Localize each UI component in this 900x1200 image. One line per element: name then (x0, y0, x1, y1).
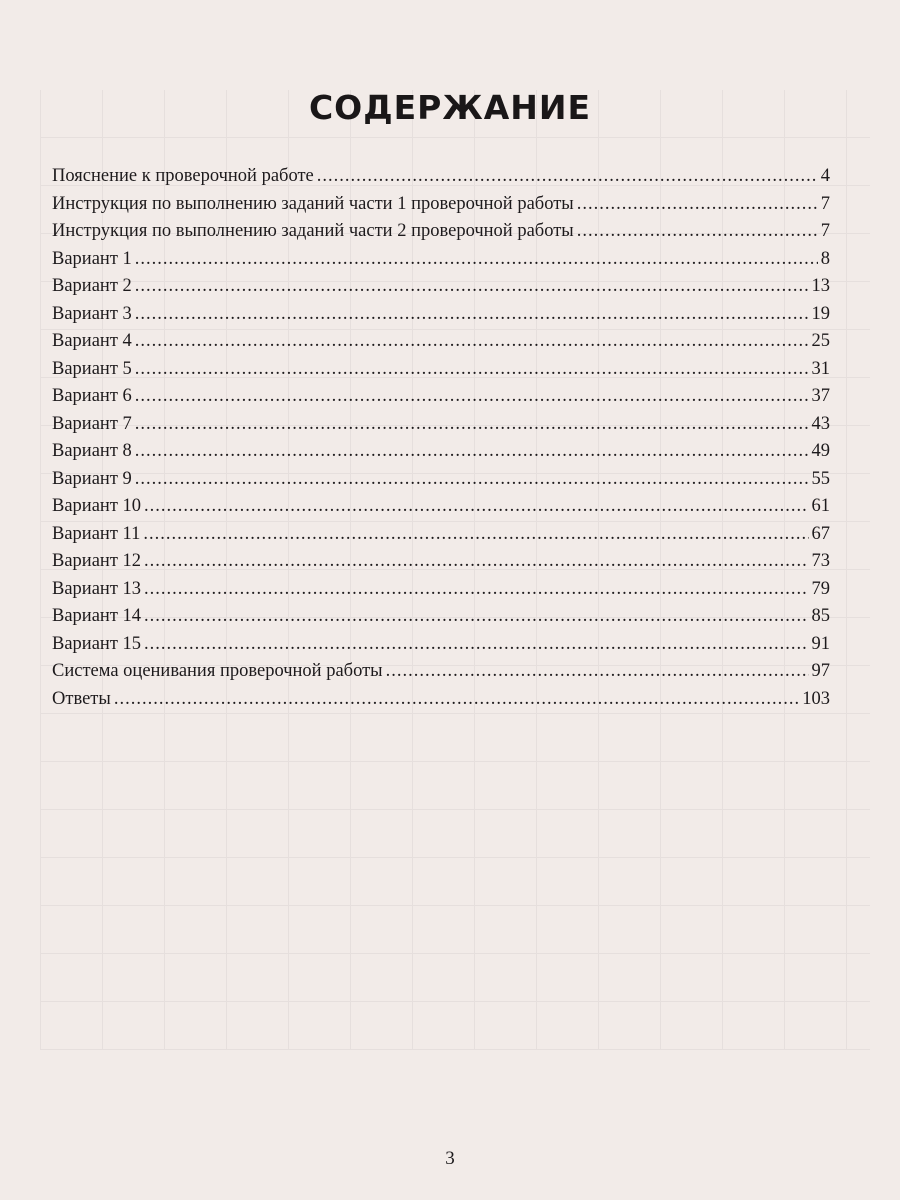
toc-entry-label: Вариант 2 (52, 276, 132, 296)
toc-entry-label: Вариант 7 (52, 413, 132, 434)
toc-entry-label: Вариант 13 (52, 578, 142, 599)
toc-entry-page: 25 (811, 331, 830, 351)
toc-entry (52, 166, 830, 194)
toc-entry-label: Вариант 9 (52, 468, 132, 489)
dot-leader (114, 689, 799, 710)
toc-entry (52, 359, 830, 387)
toc-entry (52, 496, 830, 524)
dot-leader (135, 304, 809, 325)
dot-leader (135, 249, 818, 270)
toc-entry-label: Вариант 15 (52, 633, 142, 654)
toc-entry (52, 304, 830, 332)
dot-leader (135, 469, 809, 490)
toc-entry-page: 8 (820, 248, 830, 269)
toc-entry (52, 469, 830, 497)
toc-entry (52, 551, 830, 579)
dot-leader (144, 606, 808, 627)
toc-entry-label: Вариант 8 (52, 441, 132, 461)
toc-entry-page: 13 (811, 276, 830, 296)
dot-leader (144, 579, 808, 600)
toc-entry-page: 61 (811, 496, 830, 516)
toc-entry-page: 85 (811, 606, 830, 626)
dot-leader (386, 661, 809, 682)
toc-entry (52, 441, 830, 469)
dot-leader (317, 166, 818, 187)
dot-leader (135, 386, 809, 407)
dot-leader (144, 551, 808, 572)
toc-entry-page: 73 (811, 551, 830, 571)
toc-entry-label: Вариант 6 (52, 386, 132, 406)
toc-entry-label: Вариант 3 (52, 303, 132, 324)
toc-entry-label: Вариант 11 (52, 523, 141, 544)
toc-entry-page: 79 (811, 578, 830, 599)
toc-entry-page: 7 (820, 221, 830, 241)
toc-entry-label: Вариант 4 (52, 331, 132, 351)
toc-entry (52, 331, 830, 359)
toc-entry-page: 31 (811, 358, 830, 379)
toc-entry-label: Вариант 14 (52, 606, 142, 626)
toc-entry (52, 194, 830, 222)
dot-leader (135, 414, 809, 435)
dot-leader (135, 276, 809, 297)
toc-entry (52, 524, 830, 552)
dot-leader (577, 194, 818, 215)
toc-entry (52, 579, 830, 607)
toc-entry-label: Вариант 1 (52, 248, 132, 269)
toc-entry-page: 19 (811, 303, 830, 324)
toc-entry-label: Вариант 5 (52, 358, 132, 379)
toc-entry-label: Инструкция по выполнению заданий части 1 проверочной работы (52, 193, 574, 214)
dot-leader (144, 496, 808, 517)
toc-entry-page: 97 (811, 661, 830, 681)
toc-entry (52, 689, 830, 717)
toc-entry (52, 386, 830, 414)
toc-entry-page: 103 (802, 688, 830, 709)
toc-entry (52, 661, 830, 689)
dot-leader (144, 634, 808, 655)
toc-entry-page: 67 (811, 523, 830, 544)
toc-entry-page: 91 (811, 633, 830, 654)
toc-entry-label: Пояснение к проверочной работе (52, 166, 314, 186)
toc-entry-label: Ответы (52, 688, 111, 709)
dot-leader (143, 524, 808, 545)
toc-entry-label: Инструкция по выполнению заданий части 2 проверочной работы (52, 221, 574, 241)
toc-entry (52, 634, 830, 662)
dot-leader (135, 441, 809, 462)
toc-entry-label: Вариант 12 (52, 551, 142, 571)
toc-entry (52, 276, 830, 304)
toc-entry (52, 414, 830, 442)
toc-entry-page: 43 (811, 413, 830, 434)
toc-entry-page: 49 (811, 441, 830, 461)
dot-leader (135, 359, 809, 380)
toc-entry-label: Вариант 10 (52, 496, 142, 516)
toc-entry-page: 55 (811, 468, 830, 489)
page-number: 3 (445, 1148, 455, 1169)
toc-entry (52, 249, 830, 277)
toc-entry-label: Система оценивания проверочной работы (52, 661, 383, 681)
toc-entry (52, 606, 830, 634)
toc-entry-page: 4 (820, 166, 830, 186)
dot-leader (135, 331, 809, 352)
toc-entry-page: 7 (820, 193, 830, 214)
toc-entry-page: 37 (811, 386, 830, 406)
toc-entry (52, 221, 830, 249)
page-title: СОДЕРЖАНИЕ (308, 88, 592, 127)
table-of-contents (52, 166, 830, 716)
dot-leader (577, 221, 818, 242)
